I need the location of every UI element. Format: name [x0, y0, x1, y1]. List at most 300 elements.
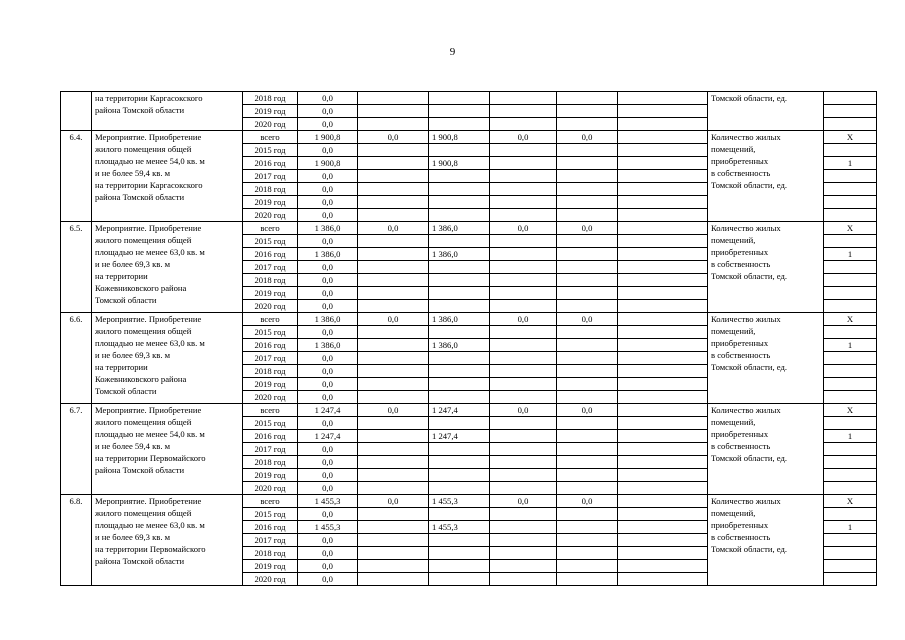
year-cell: 2020 год [243, 209, 298, 222]
value-cell-v4: 0,0 [490, 131, 557, 144]
value-cell-v5 [557, 534, 618, 547]
value-cell-v1: 0,0 [298, 118, 358, 131]
value-cell-v5 [557, 170, 618, 183]
item-description [92, 495, 243, 586]
target-value-cell [824, 443, 877, 456]
year-cell: 2019 год [243, 196, 298, 209]
value-cell-v2 [358, 183, 429, 196]
value-cell-v3 [429, 183, 490, 196]
year-cell: всего [243, 131, 298, 144]
value-cell-v4 [490, 482, 557, 495]
value-cell-v5 [557, 157, 618, 170]
value-cell-v3 [429, 378, 490, 391]
empty-cell [618, 326, 708, 339]
value-cell-v4 [490, 378, 557, 391]
description-line: района Томской области [95, 556, 185, 566]
indicator-line: помещений, [711, 417, 756, 427]
value-cell-v4 [490, 157, 557, 170]
value-cell-v2 [358, 339, 429, 352]
indicator-line: Томской области, ед. [711, 271, 788, 281]
target-value-cell [824, 209, 877, 222]
empty-cell [618, 300, 708, 313]
target-value-cell [824, 482, 877, 495]
year-cell: 2019 год [243, 378, 298, 391]
description-line: площадью не менее 54,0 кв. м [95, 156, 205, 166]
year-cell: 2015 год [243, 235, 298, 248]
value-cell-v1: 1 386,0 [298, 248, 358, 261]
value-cell-v2: 0,0 [358, 313, 429, 326]
indicator-description [708, 222, 824, 313]
item-description [92, 313, 243, 404]
value-cell-v3 [429, 92, 490, 105]
indicator-line: Количество жилых [711, 223, 781, 233]
value-cell-v4 [490, 521, 557, 534]
indicator-line: помещений, [711, 235, 756, 245]
description-line: района Томской области [95, 105, 185, 115]
value-cell-v1: 0,0 [298, 92, 358, 105]
indicator-line: Томской области, ед. [711, 453, 788, 463]
target-value-cell: 1 [824, 157, 877, 170]
target-value-cell: Х [824, 222, 877, 235]
empty-cell [618, 105, 708, 118]
value-cell-v4 [490, 326, 557, 339]
target-value-cell [824, 378, 877, 391]
value-cell-v2 [358, 547, 429, 560]
value-cell-v4 [490, 443, 557, 456]
value-cell-v4 [490, 573, 557, 586]
description-line: на территории [95, 271, 148, 281]
empty-cell [618, 482, 708, 495]
value-cell-v1: 0,0 [298, 378, 358, 391]
target-value-cell: 1 [824, 521, 877, 534]
value-cell-v4 [490, 196, 557, 209]
target-value-cell [824, 573, 877, 586]
value-cell-v1: 0,0 [298, 261, 358, 274]
value-cell-v3: 1 455,3 [429, 495, 490, 508]
empty-cell [618, 118, 708, 131]
value-cell-v1: 1 900,8 [298, 131, 358, 144]
table-row [61, 92, 877, 105]
target-value-cell [824, 261, 877, 274]
year-cell: 2018 год [243, 92, 298, 105]
value-cell-v5 [557, 92, 618, 105]
description-line: Кожевниковского района [95, 374, 187, 384]
value-cell-v3 [429, 534, 490, 547]
item-description [92, 222, 243, 313]
value-cell-v3: 1 247,4 [429, 430, 490, 443]
empty-cell [618, 261, 708, 274]
description-line: Мероприятие. Приобретение [95, 405, 202, 415]
description-line: и не более 69,3 кв. м [95, 259, 171, 269]
value-cell-v3: 1 900,8 [429, 131, 490, 144]
value-cell-v5 [557, 573, 618, 586]
value-cell-v1: 0,0 [298, 508, 358, 521]
value-cell-v5 [557, 508, 618, 521]
value-cell-v5 [557, 105, 618, 118]
value-cell-v2 [358, 521, 429, 534]
description-line: и не более 59,4 кв. м [95, 441, 171, 451]
target-value-cell [824, 183, 877, 196]
year-cell: 2016 год [243, 248, 298, 261]
value-cell-v3 [429, 365, 490, 378]
description-line: и не более 69,3 кв. м [95, 532, 171, 542]
value-cell-v5: 0,0 [557, 495, 618, 508]
value-cell-v4 [490, 287, 557, 300]
value-cell-v3: 1 386,0 [429, 339, 490, 352]
target-value-cell [824, 391, 877, 404]
value-cell-v2 [358, 482, 429, 495]
target-value-cell [824, 456, 877, 469]
indicator-line: приобретенных [711, 338, 769, 348]
page-number: 9 [449, 46, 456, 58]
description-line: площадью не менее 63,0 кв. м [95, 338, 205, 348]
indicator-line: приобретенных [711, 429, 769, 439]
value-cell-v5 [557, 144, 618, 157]
value-cell-v1: 0,0 [298, 196, 358, 209]
empty-cell [618, 222, 708, 235]
value-cell-v2 [358, 196, 429, 209]
value-cell-v4 [490, 274, 557, 287]
value-cell-v5 [557, 430, 618, 443]
value-cell-v5: 0,0 [557, 404, 618, 417]
target-value-cell: Х [824, 131, 877, 144]
value-cell-v4 [490, 261, 557, 274]
value-cell-v5 [557, 248, 618, 261]
value-cell-v3 [429, 235, 490, 248]
empty-cell [618, 274, 708, 287]
description-line: на территории Каргасокского [95, 180, 203, 190]
indicator-description [708, 495, 824, 586]
item-number: 6.7. [61, 404, 92, 495]
value-cell-v5 [557, 339, 618, 352]
item-number: 6.8. [61, 495, 92, 586]
indicator-description [708, 313, 824, 404]
value-cell-v4: 0,0 [490, 313, 557, 326]
value-cell-v5 [557, 274, 618, 287]
year-cell: всего [243, 222, 298, 235]
year-cell: 2017 год [243, 352, 298, 365]
indicator-line: в собственность [711, 532, 771, 542]
value-cell-v1: 0,0 [298, 235, 358, 248]
value-cell-v2 [358, 235, 429, 248]
value-cell-v5 [557, 118, 618, 131]
indicator-line: в собственность [711, 350, 771, 360]
year-cell: всего [243, 495, 298, 508]
value-cell-v1: 0,0 [298, 352, 358, 365]
table-row [61, 404, 877, 417]
indicator-line: помещений, [711, 326, 756, 336]
value-cell-v2 [358, 248, 429, 261]
empty-cell [618, 313, 708, 326]
value-cell-v5: 0,0 [557, 131, 618, 144]
description-line: жилого помещения общей [95, 144, 192, 154]
indicator-line: приобретенных [711, 156, 769, 166]
value-cell-v2: 0,0 [358, 404, 429, 417]
item-description [92, 131, 243, 222]
year-cell: всего [243, 404, 298, 417]
year-cell: 2018 год [243, 274, 298, 287]
value-cell-v2 [358, 326, 429, 339]
item-description [92, 404, 243, 495]
value-cell-v1: 0,0 [298, 365, 358, 378]
empty-cell [618, 521, 708, 534]
value-cell-v5 [557, 482, 618, 495]
value-cell-v5 [557, 196, 618, 209]
year-cell: 2018 год [243, 547, 298, 560]
value-cell-v1: 0,0 [298, 456, 358, 469]
empty-cell [618, 144, 708, 157]
value-cell-v5 [557, 547, 618, 560]
target-value-cell [824, 287, 877, 300]
value-cell-v3 [429, 274, 490, 287]
value-cell-v3: 1 900,8 [429, 157, 490, 170]
target-value-cell: Х [824, 404, 877, 417]
year-cell: 2015 год [243, 326, 298, 339]
indicator-line: Количество жилых [711, 405, 781, 415]
description-line: и не более 59,4 кв. м [95, 168, 171, 178]
indicator-line: помещений, [711, 508, 756, 518]
item-number [61, 92, 92, 131]
value-cell-v2: 0,0 [358, 495, 429, 508]
value-cell-v3 [429, 352, 490, 365]
indicator-line: в собственность [711, 168, 771, 178]
value-cell-v2 [358, 105, 429, 118]
item-number: 6.5. [61, 222, 92, 313]
indicator-line: помещений, [711, 144, 756, 154]
value-cell-v1: 1 247,4 [298, 430, 358, 443]
value-cell-v4 [490, 456, 557, 469]
target-value-cell: 1 [824, 430, 877, 443]
value-cell-v2: 0,0 [358, 131, 429, 144]
value-cell-v3 [429, 196, 490, 209]
value-cell-v2 [358, 274, 429, 287]
value-cell-v1: 0,0 [298, 105, 358, 118]
value-cell-v3: 1 386,0 [429, 248, 490, 261]
value-cell-v1: 0,0 [298, 170, 358, 183]
year-cell: 2016 год [243, 430, 298, 443]
value-cell-v4 [490, 92, 557, 105]
value-cell-v1: 1 455,3 [298, 495, 358, 508]
value-cell-v4 [490, 209, 557, 222]
value-cell-v4: 0,0 [490, 404, 557, 417]
year-cell: 2018 год [243, 365, 298, 378]
value-cell-v1: 0,0 [298, 209, 358, 222]
year-cell: 2017 год [243, 261, 298, 274]
empty-cell [618, 378, 708, 391]
value-cell-v1: 0,0 [298, 183, 358, 196]
value-cell-v3 [429, 326, 490, 339]
value-cell-v4 [490, 508, 557, 521]
empty-cell [618, 131, 708, 144]
value-cell-v1: 0,0 [298, 443, 358, 456]
value-cell-v5: 0,0 [557, 222, 618, 235]
empty-cell [618, 547, 708, 560]
year-cell: 2016 год [243, 521, 298, 534]
value-cell-v3 [429, 170, 490, 183]
value-cell-v1: 1 386,0 [298, 313, 358, 326]
value-cell-v3 [429, 417, 490, 430]
value-cell-v3 [429, 456, 490, 469]
value-cell-v2 [358, 573, 429, 586]
empty-cell [618, 495, 708, 508]
value-cell-v4 [490, 365, 557, 378]
value-cell-v4 [490, 248, 557, 261]
value-cell-v4: 0,0 [490, 495, 557, 508]
value-cell-v3 [429, 560, 490, 573]
value-cell-v2 [358, 534, 429, 547]
value-cell-v3 [429, 443, 490, 456]
value-cell-v3 [429, 261, 490, 274]
value-cell-v1: 0,0 [298, 287, 358, 300]
value-cell-v1: 0,0 [298, 534, 358, 547]
value-cell-v4 [490, 534, 557, 547]
value-cell-v2 [358, 209, 429, 222]
value-cell-v5 [557, 378, 618, 391]
value-cell-v1: 0,0 [298, 391, 358, 404]
target-value-cell: Х [824, 495, 877, 508]
value-cell-v2 [358, 469, 429, 482]
empty-cell [618, 469, 708, 482]
value-cell-v3 [429, 573, 490, 586]
value-cell-v3 [429, 118, 490, 131]
value-cell-v4 [490, 339, 557, 352]
value-cell-v1: 0,0 [298, 560, 358, 573]
value-cell-v2 [358, 261, 429, 274]
year-cell: 2020 год [243, 118, 298, 131]
value-cell-v2 [358, 391, 429, 404]
item-number: 6.6. [61, 313, 92, 404]
value-cell-v2 [358, 144, 429, 157]
description-line: Томской области [95, 386, 157, 396]
value-cell-v5 [557, 365, 618, 378]
value-cell-v5 [557, 261, 618, 274]
value-cell-v5 [557, 209, 618, 222]
value-cell-v2 [358, 443, 429, 456]
value-cell-v5 [557, 300, 618, 313]
target-value-cell: 1 [824, 339, 877, 352]
indicator-line: Томской области, ед. [711, 362, 788, 372]
value-cell-v1: 0,0 [298, 573, 358, 586]
target-value-cell [824, 534, 877, 547]
value-cell-v5 [557, 287, 618, 300]
indicator-line: Количество жилых [711, 132, 781, 142]
value-cell-v5 [557, 352, 618, 365]
item-number: 6.4. [61, 131, 92, 222]
value-cell-v4 [490, 547, 557, 560]
description-line: на территории Первомайского [95, 453, 206, 463]
indicator-line: приобретенных [711, 247, 769, 257]
value-cell-v1: 1 386,0 [298, 339, 358, 352]
year-cell: 2015 год [243, 508, 298, 521]
indicator-line: Томской области, ед. [711, 180, 788, 190]
value-cell-v5: 0,0 [557, 313, 618, 326]
description-line: района Томской области [95, 465, 185, 475]
target-value-cell [824, 235, 877, 248]
indicator-description [708, 404, 824, 495]
table-row [61, 495, 877, 508]
empty-cell [618, 391, 708, 404]
description-line: жилого помещения общей [95, 326, 192, 336]
empty-cell [618, 209, 708, 222]
value-cell-v4: 0,0 [490, 222, 557, 235]
indicator-line: Количество жилых [711, 496, 781, 506]
value-cell-v1: 1 455,3 [298, 521, 358, 534]
description-line: Кожевниковского района [95, 283, 187, 293]
value-cell-v2 [358, 92, 429, 105]
empty-cell [618, 352, 708, 365]
year-cell: 2019 год [243, 469, 298, 482]
empty-cell [618, 287, 708, 300]
empty-cell [618, 248, 708, 261]
value-cell-v1: 0,0 [298, 469, 358, 482]
empty-cell [618, 508, 708, 521]
target-value-cell [824, 118, 877, 131]
value-cell-v4 [490, 417, 557, 430]
value-cell-v4 [490, 170, 557, 183]
value-cell-v3 [429, 300, 490, 313]
year-cell: 2017 год [243, 443, 298, 456]
value-cell-v2 [358, 508, 429, 521]
empty-cell [618, 157, 708, 170]
value-cell-v5 [557, 326, 618, 339]
target-value-cell [824, 417, 877, 430]
description-line: площадью не менее 63,0 кв. м [95, 520, 205, 530]
value-cell-v5 [557, 417, 618, 430]
target-value-cell [824, 547, 877, 560]
value-cell-v3: 1 247,4 [429, 404, 490, 417]
value-cell-v1: 1 247,4 [298, 404, 358, 417]
value-cell-v5 [557, 560, 618, 573]
indicator-description [708, 131, 824, 222]
value-cell-v4 [490, 430, 557, 443]
year-cell: 2020 год [243, 573, 298, 586]
value-cell-v5 [557, 521, 618, 534]
value-cell-v2: 0,0 [358, 222, 429, 235]
year-cell: 2017 год [243, 170, 298, 183]
value-cell-v1: 0,0 [298, 417, 358, 430]
description-line: площадью не менее 63,0 кв. м [95, 247, 205, 257]
target-value-cell [824, 508, 877, 521]
value-cell-v2 [358, 378, 429, 391]
target-value-cell [824, 365, 877, 378]
value-cell-v5 [557, 183, 618, 196]
year-cell: 2015 год [243, 417, 298, 430]
value-cell-v2 [358, 352, 429, 365]
value-cell-v2 [358, 287, 429, 300]
target-value-cell [824, 326, 877, 339]
indicator-line: Томской области, ед. [711, 93, 788, 103]
indicator-line: в собственность [711, 441, 771, 451]
description-line: Мероприятие. Приобретение [95, 496, 202, 506]
item-description [92, 92, 243, 131]
year-cell: 2019 год [243, 105, 298, 118]
value-cell-v5 [557, 469, 618, 482]
value-cell-v3 [429, 547, 490, 560]
value-cell-v4 [490, 469, 557, 482]
value-cell-v4 [490, 105, 557, 118]
value-cell-v5 [557, 391, 618, 404]
year-cell: 2020 год [243, 482, 298, 495]
value-cell-v3 [429, 144, 490, 157]
value-cell-v2 [358, 365, 429, 378]
year-cell: 2015 год [243, 144, 298, 157]
value-cell-v1: 0,0 [298, 300, 358, 313]
table-row [61, 222, 877, 235]
target-value-cell [824, 105, 877, 118]
description-line: Мероприятие. Приобретение [95, 314, 202, 324]
value-cell-v2 [358, 456, 429, 469]
value-cell-v3 [429, 287, 490, 300]
